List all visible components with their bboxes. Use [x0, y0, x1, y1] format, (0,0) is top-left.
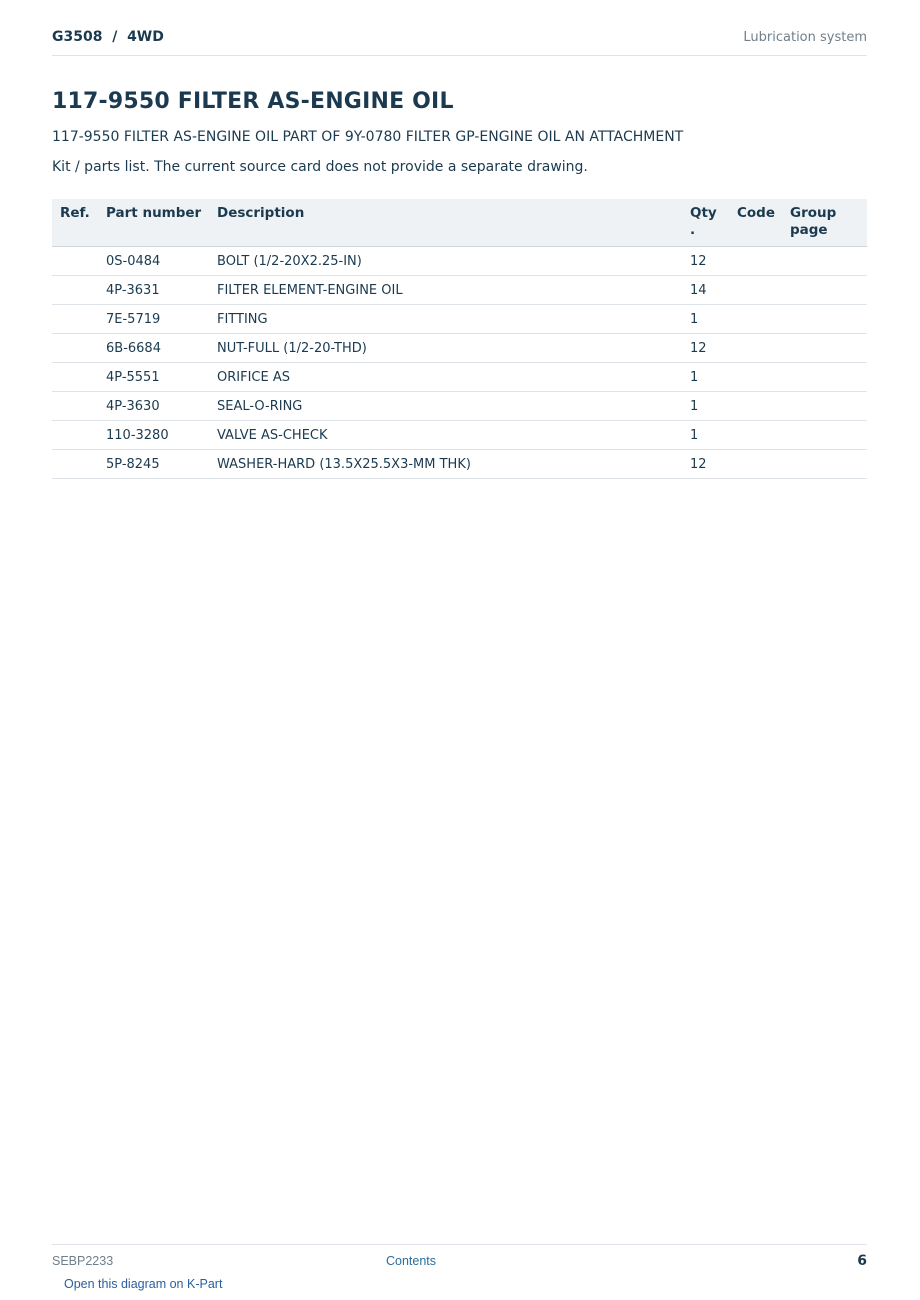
parts-table	[52, 199, 867, 479]
cell-description: ORIFICE AS	[217, 370, 290, 385]
cell-part-number: 7E-5719	[106, 312, 161, 327]
cell-qty: 12	[690, 341, 707, 356]
cell-qty: 1	[690, 370, 699, 385]
col-header-code: Code	[737, 205, 776, 221]
cell-qty: 12	[690, 254, 707, 269]
col-header-group-page	[790, 205, 850, 239]
table-header	[52, 199, 867, 247]
cell-description: WASHER-HARD (13.5X25.5X3-MM THK)	[217, 457, 471, 472]
page-header	[52, 28, 867, 56]
cell-part-number: 4P-3630	[106, 399, 160, 414]
col-header-group-line2: page	[790, 222, 828, 238]
kpart-diagram-link[interactable]: Open this diagram on K-Part	[64, 1277, 223, 1291]
cell-part-number: 5P-8245	[106, 457, 160, 472]
cell-description: VALVE AS-CHECK	[217, 428, 328, 443]
page-number: 6	[857, 1253, 867, 1269]
model-label: G3508 / 4WD	[52, 29, 164, 45]
cell-description: NUT-FULL (1/2-20-THD)	[217, 341, 367, 356]
cell-qty: 12	[690, 457, 707, 472]
cell-qty: 14	[690, 283, 707, 298]
cell-description: BOLT (1/2-20X2.25-IN)	[217, 254, 362, 269]
table-row	[52, 392, 867, 421]
cell-description: FILTER ELEMENT-ENGINE OIL	[217, 283, 403, 298]
cell-part-number: 0S-0484	[106, 254, 161, 269]
cell-qty: 1	[690, 428, 699, 443]
col-header-qty-line2: .	[690, 222, 696, 238]
col-header-ref: Ref.	[60, 205, 90, 221]
table-row	[52, 334, 867, 363]
col-header-qty	[690, 205, 724, 239]
contents-link[interactable]: Contents	[386, 1254, 437, 1268]
cell-part-number: 4P-3631	[106, 283, 160, 298]
table-row	[52, 305, 867, 334]
table-row	[52, 247, 867, 276]
cell-part-number: 6B-6684	[106, 341, 161, 356]
page-title: 117-9550 FILTER AS-ENGINE OIL	[52, 89, 454, 114]
part-subtitle: 117-9550 FILTER AS-ENGINE OIL PART OF 9Y-0780 FILTER GP-ENGINE OIL AN ATTACHMENT	[52, 129, 684, 145]
document-id: SEBP2233	[52, 1254, 114, 1268]
cell-qty: 1	[690, 312, 699, 327]
table-row	[52, 421, 867, 450]
cell-description: SEAL-O-RING	[217, 399, 303, 414]
cell-part-number: 110-3280	[106, 428, 169, 443]
col-header-part-number: Part number	[106, 205, 202, 221]
cell-qty: 1	[690, 399, 699, 414]
table-row	[52, 363, 867, 392]
page-footer	[52, 1244, 867, 1300]
table-row	[52, 450, 867, 479]
kit-note: Kit / parts list. The current source card does not provide a separate drawing.	[52, 159, 588, 175]
cell-part-number: 4P-5551	[106, 370, 160, 385]
col-header-group-line1: Group	[790, 205, 837, 221]
section-label: Lubrication system	[743, 30, 867, 45]
table-row	[52, 276, 867, 305]
cell-description: FITTING	[217, 312, 268, 327]
col-header-qty-line1: Qty	[690, 205, 717, 221]
col-header-description: Description	[217, 205, 305, 221]
